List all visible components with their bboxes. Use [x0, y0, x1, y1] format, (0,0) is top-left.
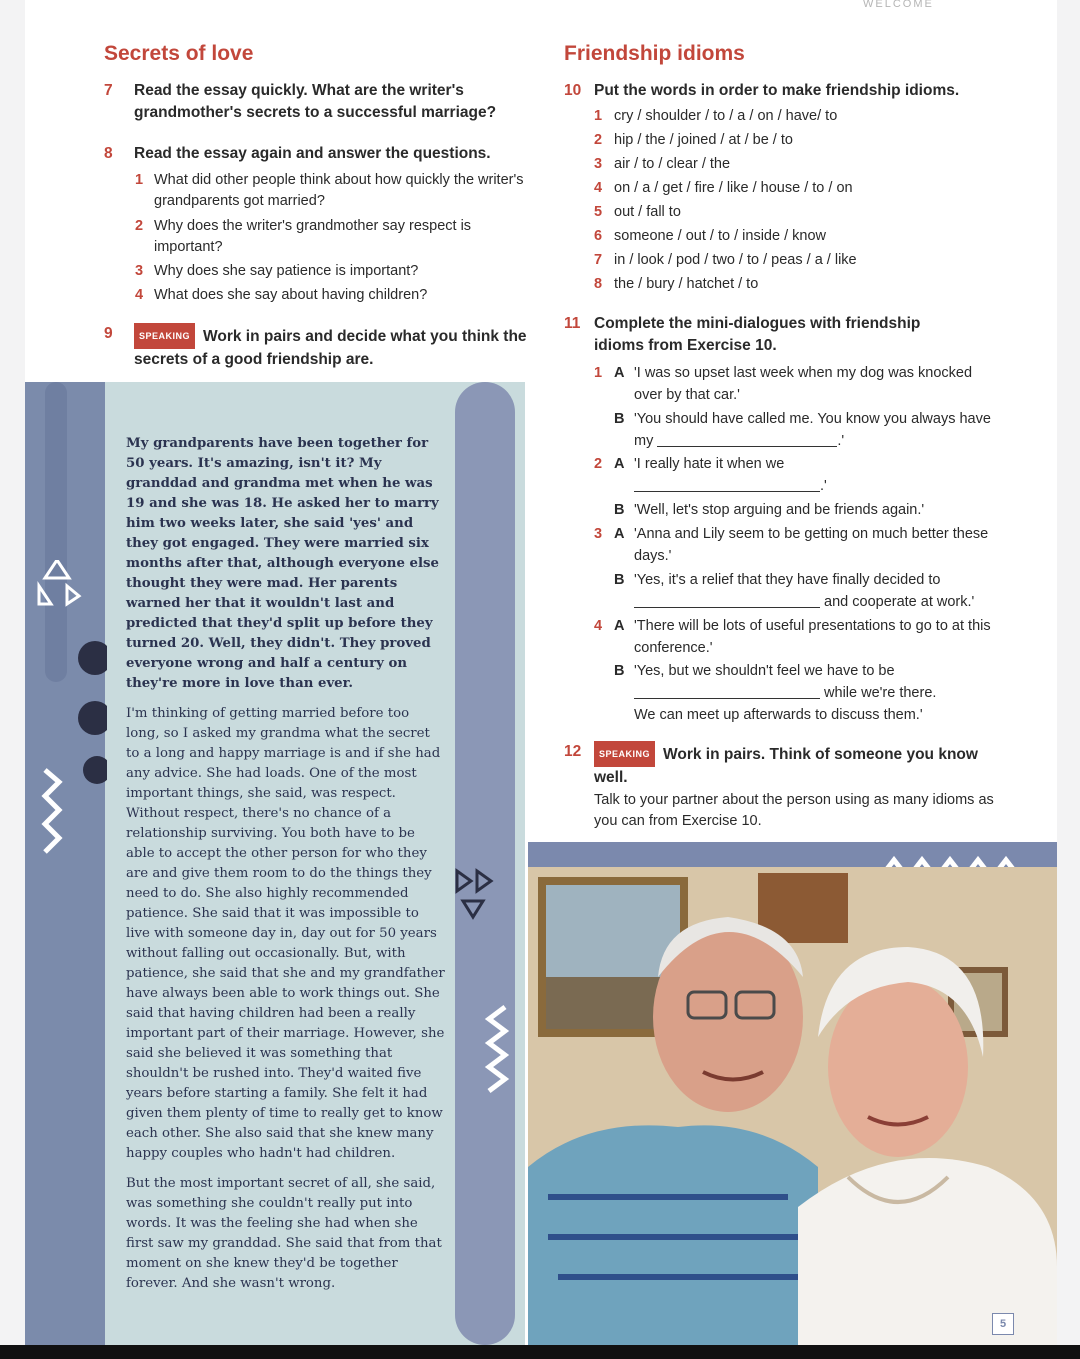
dialogue-number: 3 [594, 526, 603, 542]
speaker-b: B [614, 663, 625, 679]
decorative-shapes [37, 560, 107, 860]
dialogue-text: 'You should have called me. You know you always have my [634, 411, 991, 449]
dialogue-line [614, 569, 994, 613]
essay-paragraph: My grandparents have been together for 50 years. It's amazing, isn't it? My granddad and grandma met when he was 19 and she was 18. He asked her to marry him two weeks later, she said 'yes' and they got engaged. They were married six months after that, although everyone else thought they were mad. Her parents warned her that it wouldn't last and predicted that they'd split up before they turned 20. Well, they didn't. They proved everyone wrong and half a century on they're more in love than ever. [126, 436, 439, 691]
speaking-badge: SPEAKING [594, 741, 655, 767]
dialogue-text: while we're there. [824, 685, 937, 701]
question-text: Why does the writer's grandmother say respect is important? [154, 218, 472, 255]
section-title-friendship-idioms: Friendship idioms [564, 42, 745, 65]
bottom-bar [0, 1345, 1080, 1359]
dialogue-line [594, 615, 994, 659]
item-words: on / a / get / fire / like / house / to / on [614, 180, 853, 196]
dialogue-text: 'Anna and Lily seem to be getting on much better these days.' [634, 526, 989, 564]
couple-illustration [528, 867, 1057, 1345]
question-number: 2 [135, 218, 144, 234]
item-words: hip / the / joined / at / be / to [614, 132, 793, 148]
exercise-number: 8 [104, 145, 113, 162]
exercise-instruction: Read the essay quickly. What are the writer's grandmother's secrets to a successful marriage? [134, 82, 497, 121]
exercise-12-body: Talk to your partner about the person using as many idioms as you can from Exercise 10. [594, 792, 994, 829]
section-title-secrets-of-love: Secrets of love [104, 42, 254, 65]
exercise-8 [104, 143, 524, 165]
item-words: the / bury / hatchet / to [614, 276, 759, 292]
exercise-instruction: Work in pairs and decide what you think the secrets of a good friendship are. [134, 328, 527, 368]
exercise-instruction: Work in pairs. Think of someone you know well. [594, 746, 978, 786]
dialogue-line [594, 523, 994, 567]
item-words: out / fall to [614, 204, 681, 220]
dialogue-line [614, 499, 994, 521]
item-number: 7 [594, 252, 603, 268]
item-number: 8 [594, 276, 603, 292]
dialogue-number: 4 [594, 618, 603, 634]
essay-paragraph: I'm thinking of getting married before too long, so I asked my grandma what the secret to a long and happy marriage is and if she had any advice. She had loads. One of the most important things, she said, was respect. Without respect, there's no chance of a relationship surviving. You both have to be able to accept the other person for who they are and give them room to do the things they need to do. She also highly recommended patience. She said that it was impossible to live with someone day in, day out for 50 years without falling out occasionally. But, with patience, she said that she and my grandfather have always been able to work things out. She said that having children had been a really important part of their marriage. However, she said she believed it was something that shouldn't be rushed into. They'd waited five years before starting a family. She felt it had given them plenty of time to really get to know each other. She also said that she knew many happy couples who hadn't had children. [126, 706, 445, 1161]
exercise-instruction: Read the essay again and answer the questions. [134, 145, 491, 162]
dialogue-text: 'Yes, it's a relief that they have finally decided to [634, 572, 941, 588]
item-number: 1 [594, 108, 603, 124]
question-item [135, 216, 526, 258]
item-number: 4 [594, 180, 603, 196]
couple-photo [528, 867, 1057, 1345]
exercise-number: 12 [564, 743, 582, 760]
exercise-9 [104, 323, 529, 371]
idiom-item [594, 276, 759, 292]
dialogue-line [594, 453, 994, 497]
dialogue-text: 'There will be lots of useful presentations to go to at this conference.' [634, 618, 991, 656]
dialogue-text: 'I was so upset last week when my dog was knocked over by that car.' [634, 365, 973, 403]
question-text: Why does she say patience is important? [154, 263, 419, 279]
exercise-instruction: Put the words in order to make friendship idioms. [594, 82, 960, 99]
exercise-instruction: Complete the mini-dialogues with friendship idioms from Exercise 10. [594, 315, 921, 354]
speaker-a: A [614, 365, 625, 381]
item-words: cry / shoulder / to / a / on / have/ to [614, 108, 838, 124]
speaking-badge: SPEAKING [134, 323, 195, 349]
exercise-number: 9 [104, 325, 113, 342]
question-text: What does she say about having children? [154, 287, 428, 303]
dialogue-text: .' [837, 433, 845, 449]
dialogue-text: 'Well, let's stop arguing and be friends again.' [634, 502, 925, 518]
exercise-number: 10 [564, 82, 582, 99]
page-number: 5 [992, 1313, 1014, 1335]
question-number: 1 [135, 172, 144, 188]
exercise-12 [564, 741, 1014, 789]
idiom-item [594, 108, 838, 124]
exercise-number: 7 [104, 82, 113, 99]
item-number: 3 [594, 156, 603, 172]
question-item [135, 261, 526, 282]
dialogue-line [594, 362, 994, 406]
running-header: WELCOME [863, 0, 934, 10]
question-number: 4 [135, 287, 144, 303]
decorative-shapes [455, 867, 515, 1117]
answer-blank[interactable] [657, 432, 837, 447]
dialogue-text: 'I really hate it when we [634, 456, 785, 472]
item-number: 5 [594, 204, 603, 220]
speaker-a: A [614, 618, 625, 634]
speaker-a: A [614, 526, 625, 542]
dialogue-number: 1 [594, 365, 603, 381]
answer-blank[interactable] [634, 684, 820, 699]
answer-blank[interactable] [634, 593, 820, 608]
dialogue-text: We can meet up afterwards to discuss them.' [634, 707, 923, 723]
essay-panel [25, 382, 525, 1345]
item-number: 6 [594, 228, 603, 244]
decorative-stripe [455, 382, 515, 1345]
exercise-11 [564, 313, 974, 357]
question-number: 3 [135, 263, 144, 279]
exercise-number: 11 [564, 315, 581, 332]
idiom-item [594, 252, 857, 268]
question-item [135, 285, 526, 306]
dialogue-line [614, 408, 1004, 452]
item-words: air / to / clear / the [614, 156, 731, 172]
idiom-item [594, 180, 853, 196]
exercise-7 [104, 80, 524, 124]
dialogue-text: and cooperate at work.' [824, 594, 975, 610]
item-words: someone / out / to / inside / know [614, 228, 826, 244]
dialogue-text: .' [820, 478, 827, 494]
question-text: What did other people think about how quickly the writer's grandparents got married? [154, 172, 524, 209]
question-item [135, 170, 526, 212]
speaker-b: B [614, 572, 625, 588]
idiom-item [594, 156, 731, 172]
item-number: 2 [594, 132, 603, 148]
idiom-item [594, 228, 826, 244]
essay-text [126, 434, 446, 1304]
answer-blank[interactable] [634, 477, 820, 492]
idiom-item [594, 132, 793, 148]
essay-paragraph: But the most important secret of all, she said, was something she couldn't really put into words. It was the feeling she had when she first saw my granddad. She said that from that moment on she knew they'd be together forever. And she wasn't wrong. [126, 1176, 442, 1291]
speaker-b: B [614, 502, 625, 518]
idiom-item [594, 204, 681, 220]
speaker-b: B [614, 411, 625, 427]
dialogue-number: 2 [594, 456, 603, 472]
item-words: in / look / pod / two / to / peas / a / like [614, 252, 857, 268]
speaker-a: A [614, 456, 625, 472]
exercise-10 [564, 80, 1034, 102]
dialogue-text: 'Yes, but we shouldn't feel we have to be [634, 663, 895, 679]
dialogue-line [614, 660, 994, 726]
